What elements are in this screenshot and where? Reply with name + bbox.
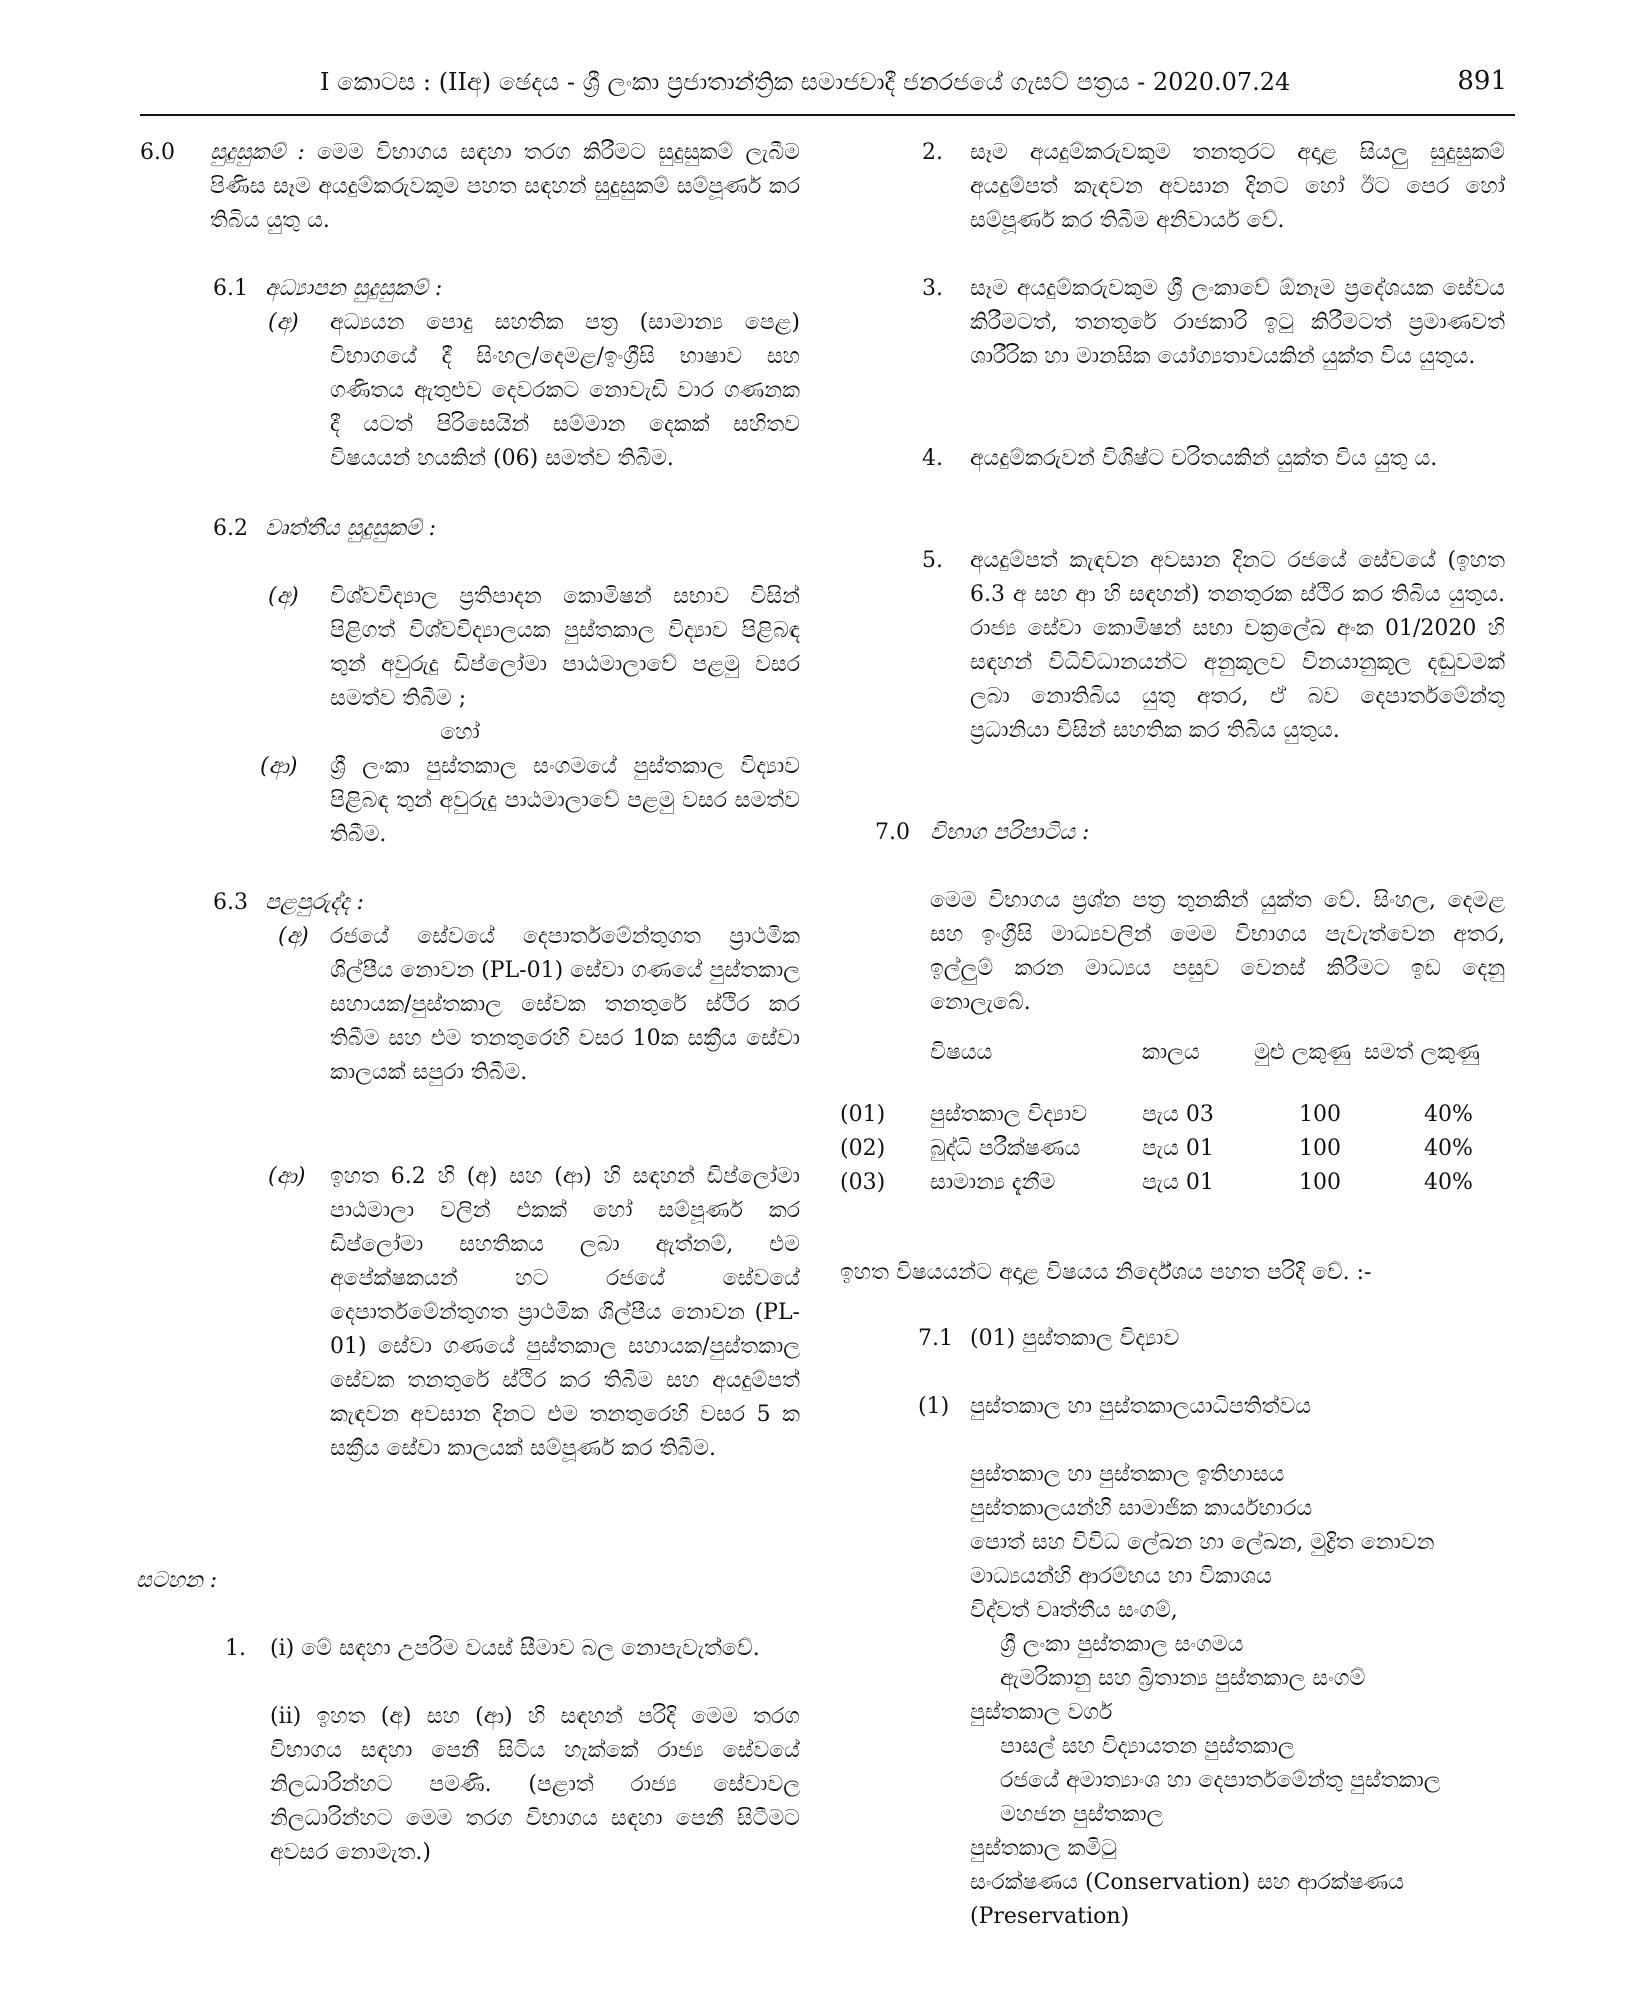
note-5-text: අයදුම්පත් කැඳවන අවසාන දිනට රජයේ සේවයේ (ඉහත 6.3 අ සහ ආ හි සඳහන්) තනතුරක ස්ථිර කර තිබිය යුතුය. රාජ්‍ය සේවා කොමිෂන් සභා චක්‍රලේඛ අංක 01/2020 හි සඳහන් විධිවිධානයන්ට අනුකූලව විනයානුකූල දඬුවමක් ලබා නොතිබිය යුතු අතර, ඒ බව දෙපාර්තමේන්තු ප්‍රධානියා විසින් සහතික කර තිබිය යුතුය. [970,548,1505,743]
section-6-0 [210,136,800,238]
section-6-0-label: සුදුසුකම් : [210,140,305,165]
syllabus-line: (Preservation) [970,1904,1130,1929]
table-header: විෂයය [930,1040,993,1065]
table-row [840,1098,1480,1132]
section-7-0-text: මෙම විභාගය ප්‍රශ්න පත්‍ර තුනකින් යුක්ත වේ. සිංහල, දෙමළ සහ ඉංග්‍රීසි මාධ්‍යවලින් මෙම විභාගය පැවැත්වෙන අතර, ඉල්ලුම් කරන මාධ්‍යය පසුව වෙනස් කිරීමට ඉඩ දෙනු නොලැබේ. [930,888,1505,1015]
section-6-3-label: පළපුරුද්ද : [265,890,364,915]
section-7-1-text: (01) පුස්තකාල විද්‍යාව [970,1326,1180,1351]
table-cell: 100 [1299,1170,1341,1195]
section-6-3-a-text: රජයේ සේවයේ දෙපාර්තමේන්තුගත ප්‍රාථමික ශිල්පීය නොවන (PL-01) සේවා ගණයේ පුස්තකාල සහායක/පුස්තකාල සේවක තනතුරේ ස්ථිර කර තිබීම සහ එම තනතුරෙහි වසර 10ක සක්‍රීය සේවා කාලයක් සපුරා තිබීම. [330,924,800,1085]
syllabus-line: පුස්තකාල වර්ග [970,1700,1113,1725]
table-cell: 40% [1424,1136,1473,1161]
section-6-1-label: අධ්‍යාපන සුදුසුකම් : [265,276,443,301]
section-6-3-aa-text: ඉහත 6.2 හි (අ) සහ (ආ) හි සඳහන් ඩිප්ලෝමා පාඨමාලා වලින් එකක් හෝ සම්පූර්ණ කර ඩිප්ලෝමා සහතිකය ලබා ඇත්නම්, එම අපේක්ෂකයන් හට රජයේ සේවයේ දෙපාර්තමේන්තුගත ප්‍රාථමික ශිල්පීය නොවන (PL-01) සේවා ගණයේ පුස්තකාල සහායක/පුස්තකාල සේවක තනතුරේ ස්ථිර කර තිබීම සහ අයදුම්පත් කැඳවන අවසාන දිනට එම තනතුරෙහි වසර 5 ක සක්‍රීය සේවා කාලයක් සම්පූර්ණ කර තිබීම. [330,1164,800,1461]
table-cell: 40% [1424,1102,1473,1127]
section-7-0-label: විභාග පරිපාටිය : [930,820,1090,845]
header-rule [140,114,1515,116]
table-cell: (02) [840,1136,886,1161]
table-cell: පැය 01 [1142,1170,1214,1195]
table-cell: 40% [1424,1170,1473,1195]
note-1-number: 1. [225,1636,246,1661]
syllabus-line: ශ්‍රී ලංකා පුස්තකාල සංගමය [1000,1632,1244,1657]
subjects-table-wrap [840,1036,1510,1200]
subjects-table [840,1036,1480,1200]
table-header-row [840,1036,1480,1070]
note-3-number: 3. [922,276,943,301]
table-cell: 100 [1299,1136,1341,1161]
syllabus-line: විද්වත් වෘත්තීය සංගම්, [970,1598,1178,1623]
note-4-number: 4. [922,446,943,471]
note-2-number: 2. [922,140,943,165]
section-6-2-aa-mark: (ආ) [260,754,298,779]
table-cell: බුද්ධි පරීක්ෂණය [930,1136,1081,1161]
table-cell: 100 [1299,1102,1341,1127]
table-row [840,1166,1480,1200]
section-6-3-aa-mark: (ආ) [268,1164,306,1189]
table-cell: (01) [840,1102,886,1127]
table-cell: පුස්තකාල විද්‍යාව [930,1102,1088,1127]
table-header: සමත් ලකුණු [1364,1040,1480,1065]
note-4-text: අයදුම්කරුවන් විශිෂ්ට චරිතයකින් යුක්ත විය යුතු ය. [970,446,1438,471]
table-cell: සාමාන්‍ය දැනීම [930,1170,1056,1195]
table-header: මුළු ලකුණු [1254,1040,1352,1065]
section-6-0-number: 6.0 [140,140,175,165]
note-label: සටහන : [136,1568,218,1593]
note-3-text: සෑම අයදුම්කරුවකුම ශ්‍රී ලංකාවේ ඕනෑම ප්‍රදේශයක සේවය කිරීමටත්, තනතුරේ රාජකාරි ඉටු කිරීමටත් ප්‍රමාණවත් ශාරීරික හා මානසික යෝග්‍යතාවයකින් යුක්ත විය යුතුය. [970,276,1505,369]
section-7-0-number: 7.0 [875,820,910,845]
subsection-1-text: පුස්තකාල හා පුස්තකාලයාධිපතිත්වය [970,1394,1312,1419]
syllabus-line: පොත් සහ විවිධ ලේඛන හා ලේඛන, මුද්‍රිත නොවන [970,1530,1435,1555]
header-title: I කොටස : (IIඅ) ඡෙදය - ශ්‍රී ලංකා ප්‍රජාතාන්ත්‍රික සමාජවාදී ජනරජයේ ගැසට් පත්‍රය - 2020.07.24 [320,68,1291,96]
table-header: කාලය [1142,1040,1200,1065]
section-6-2-or: හෝ [440,720,480,745]
table-row [840,1132,1480,1166]
syllabus-line: ඇමරිකානු සහ බ්‍රිතාන්‍ය පුස්තකාල සංගම් [1000,1666,1366,1691]
subsection-1-number: (1) [918,1394,950,1419]
note-1-ii: (ii) ඉහත (අ) සහ (ආ) හි සඳහන් පරිදි මෙම තරග විභාගය සඳහා පෙනී සිටිය හැක්කේ රාජ්‍ය සේවයේ නිලධාරින්හට පමණි. (පළාත් රාජ්‍ය සේවාවල නිලධාරින්හට මෙම තරග විභාගය සඳහා පෙනී සිටීමට අවසර නොමැත.) [270,1704,800,1865]
section-6-2-label: වෘත්තීය සුදුසුකම් : [265,516,437,541]
syllabus-intro: ඉහත විෂයයන්ට අදාළ විෂයය නිර්දේශය පහත පරිදි වේ. :- [840,1260,1372,1285]
section-6-1-a-text: අධ්‍යයන පොදු සහතික පත්‍ර (සාමාන්‍ය පෙළ) විභාගයේ දී සිංහල/දෙමළ/ඉංග්‍රීසි භාෂාව සහ ගණිතය ඇතුළුව දෙවරකට නොවැඩි වාර ගණනක දී යටත් පිරිසෙයින් සම්මාන දෙකක් සහිතව විෂයයන් හයකින් (06) සමත්ව තිබීම. [330,310,800,471]
section-7-1-number: 7.1 [918,1326,953,1351]
syllabus-list [970,1458,1505,1934]
section-6-1-a-mark: (අ) [268,310,299,335]
section-6-2-number: 6.2 [213,516,248,541]
section-6-2-aa-text: ශ්‍රී ලංකා පුස්තකාල සංගමයේ පුස්තකාල විද්‍යාව පිළිබඳ තුන් අවුරුදු පාඨමාලාවේ පළමු වසර සමත්ව තිබීම. [330,754,800,847]
syllabus-line: පුස්තකාලයන්හි සාමාජික කාර්යභාරය [970,1496,1313,1521]
section-6-0-text: මෙම විභාගය සඳහා තරග කිරීමට සුදුසුකම් ලැබීම පිණිස සෑම අයදුම්කරුවකුම පහත සඳහන් සුදුසුකම් සම්පූර්ණ කර තිබිය යුතු ය. [210,140,800,233]
note-2-text: සෑම අයදුම්කරුවකුම තනතුරට අදාළ සියලු සුදුසුකම් අයදුම්පත් කැඳවන අවසාන දිනට හෝ ඊට පෙර හෝ සම්පූර්ණ කර තිබීම අනිවාර්ය වේ. [970,140,1505,233]
syllabus-line: පුස්තකාල හා පුස්තකාල ඉතිහාසය [970,1462,1285,1487]
syllabus-line: පුස්තකාල කමිටු [970,1836,1117,1861]
syllabus-line: පාසල් සහ විද්‍යායතන පුස්තකාල [1000,1734,1295,1759]
syllabus-line: රජයේ අමාත්‍යාංශ හා දෙපාර්තමේන්තු පුස්තකාල [1000,1768,1441,1793]
section-6-3-a-mark: (අ) [278,924,309,949]
syllabus-line: මාධ්‍යයන්හි ආරම්භය හා විකාශය [970,1564,1272,1589]
table-cell: පැය 01 [1142,1136,1214,1161]
section-6-2-a-text: විශ්වවිද්‍යාල ප්‍රතිපාදන කොමිෂන් සභාව විසින් පිළිගත් විශ්වවිද්‍යාලයක පුස්තකාල විද්‍යාව පිළිබඳ තුන් අවුරුදු ඩිප්ලෝමා පාඨමාලාවේ පළමු වසර සමත්ව තිබීම ; [330,584,800,711]
table-cell: (03) [840,1170,886,1195]
syllabus-line: මහජන පුස්තකාල [1000,1802,1164,1827]
page-header [140,62,1515,102]
page-number: 891 [1457,66,1507,96]
note-1-i: (i) මේ සඳහා උපරිම වයස් සීමාව බල නොපැවැත්වේ. [270,1636,760,1661]
note-5-number: 5. [922,548,943,573]
section-6-2-a-mark: (අ) [268,584,299,609]
table-cell: පැය 03 [1142,1102,1214,1127]
section-6-3-number: 6.3 [213,890,248,915]
syllabus-line: සංරක්ෂණය (Conservation) සහ ආරක්ෂණය [970,1870,1405,1895]
section-6-1-number: 6.1 [213,276,248,301]
